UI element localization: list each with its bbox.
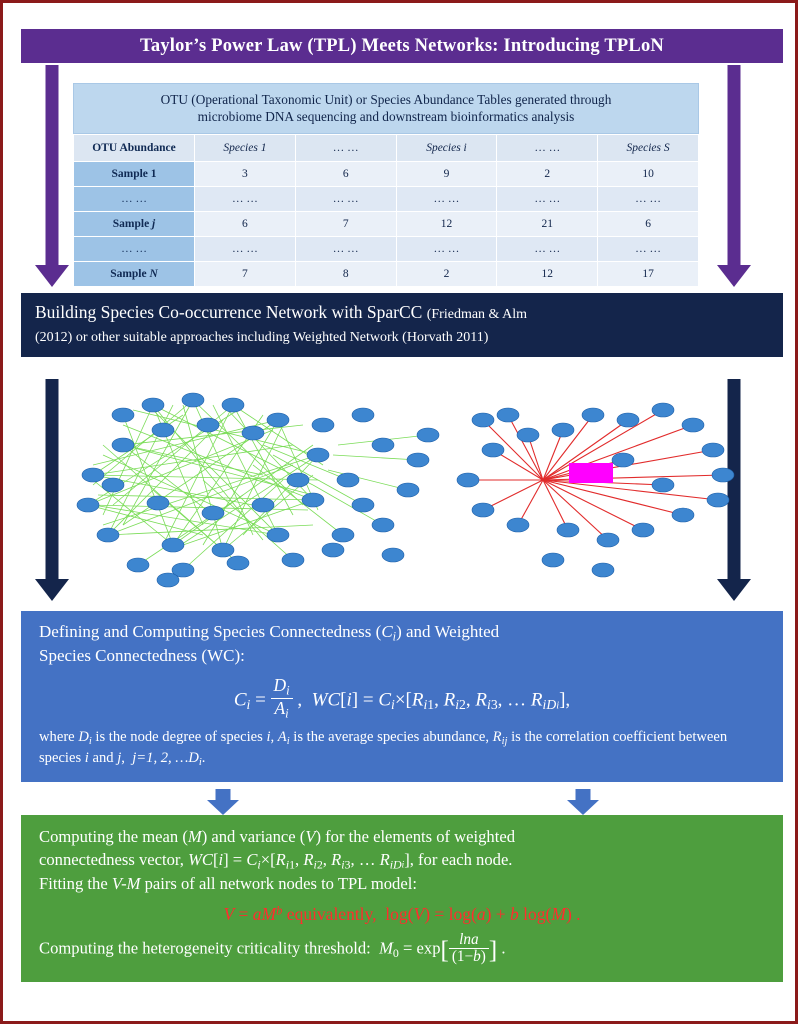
table-cell: … … bbox=[195, 187, 296, 212]
table-cell: … … bbox=[396, 187, 497, 212]
table-header-row bbox=[74, 135, 699, 162]
table-cell: 7 bbox=[195, 262, 296, 287]
cooccurrence-network-figure bbox=[63, 385, 743, 595]
sparcc-citation-1: (Friedman & Alm bbox=[426, 307, 528, 322]
column-header-0: OTU Abundance bbox=[74, 135, 195, 162]
column-header-2: … … bbox=[295, 135, 396, 162]
table-cell: 21 bbox=[497, 212, 598, 237]
table-row bbox=[74, 162, 699, 187]
row-label: … … bbox=[74, 237, 195, 262]
table-cell: 10 bbox=[598, 162, 699, 187]
table-cell: … … bbox=[497, 187, 598, 212]
table-cell: 7 bbox=[295, 212, 396, 237]
blue-heading-line-1: Defining and Computing Species Connectedness $(C_i)$ and Weighted bbox=[39, 622, 500, 644]
otu-caption-line-2: microbiome DNA sequencing and downstream bioinformatics analysis bbox=[197, 109, 575, 125]
table-row bbox=[74, 187, 699, 212]
network-nodes bbox=[77, 393, 734, 587]
sparcc-banner bbox=[21, 293, 783, 357]
otu-table-block bbox=[73, 83, 699, 287]
green-line-2: connectedness vector, $WC[i] = C_i\times[R_{i1}$, $R_{i2}$, $R_{i3}$, … $R_{iDi}$], for each node. bbox=[39, 849, 513, 872]
table-cell: 3 bbox=[195, 162, 296, 187]
network-green-edges bbox=[88, 400, 428, 570]
table-row bbox=[74, 262, 699, 287]
sparcc-main-text: Building Species Co-occurrence Network with SparCC bbox=[35, 302, 423, 322]
otu-caption-line-1: OTU (Operational Taxonomic Unit) or Species Abundance Tables generated through bbox=[160, 92, 612, 107]
otu-caption bbox=[73, 83, 699, 134]
table-cell: … … bbox=[195, 237, 296, 262]
table-cell: 6 bbox=[598, 212, 699, 237]
green-line-4: Computing the heterogeneity criticality threshold: $M_0 = \exp$[ $\frac{\ln a}{(1-b)}$ ] . bbox=[39, 930, 506, 965]
table-cell: 12 bbox=[497, 262, 598, 287]
table-cell: 6 bbox=[295, 162, 396, 187]
tpl-equation: $V = aM^b$ equivalently, log(V) = log(a) + b log(M) . bbox=[223, 902, 581, 924]
table-cell: … … bbox=[497, 237, 598, 262]
page-title: Taylor’s Power Law (TPL) Meets Networks: Introducing TPLoN bbox=[21, 29, 783, 63]
connectedness-note: where $D_i$ is the node degree of species i, $A_i$ is the average species abundance, $R_{ij}$ is the correlation coefficient between species i and j, j=1, 2, $\dots D_i$. bbox=[39, 729, 728, 769]
green-line-1: Computing the mean (M) and variance (V) for the elements of weighted bbox=[39, 827, 515, 846]
tpl-computation-box bbox=[21, 815, 783, 982]
connectedness-formula: $C_i$ = $\frac{D_i}{A_i}$ , $WC[i] = C_i\times[R_{i1}$, $R_{i2}$, $R_{i3}$, … $R_{iDi}$], bbox=[233, 675, 571, 721]
green-line-3: Fitting the V-M pairs of all network nodes to TPL model: bbox=[39, 873, 417, 893]
table-cell: … … bbox=[295, 237, 396, 262]
arrow-blue-to-green-right bbox=[563, 789, 603, 815]
table-cell: … … bbox=[295, 187, 396, 212]
table-cell: 2 bbox=[396, 262, 497, 287]
arrow-title-to-sparcc-left bbox=[35, 65, 69, 287]
row-label: … … bbox=[74, 187, 195, 212]
table-cell: 17 bbox=[598, 262, 699, 287]
row-label: Sample j bbox=[74, 212, 195, 237]
row-label: Sample N bbox=[74, 262, 195, 287]
otu-table bbox=[73, 134, 699, 287]
table-row bbox=[74, 212, 699, 237]
table-cell: 9 bbox=[396, 162, 497, 187]
network-graph bbox=[63, 385, 743, 595]
blue-heading-line-2: Species Connectedness (WC): bbox=[39, 645, 245, 665]
row-label: Sample 1 bbox=[74, 162, 195, 187]
column-header-1: Species 1 bbox=[195, 135, 296, 162]
column-header-4: … … bbox=[497, 135, 598, 162]
sparcc-citation-2: (2012) or other suitable approaches including Weighted Network (Horvath 2011) bbox=[35, 330, 489, 346]
table-cell: … … bbox=[598, 187, 699, 212]
table-cell: 12 bbox=[396, 212, 497, 237]
table-cell: … … bbox=[598, 237, 699, 262]
table-cell: 2 bbox=[497, 162, 598, 187]
network-hub-node bbox=[569, 463, 613, 483]
table-cell: … … bbox=[396, 237, 497, 262]
column-header-5: Species S bbox=[598, 135, 699, 162]
table-cell: 8 bbox=[295, 262, 396, 287]
arrow-blue-to-green-left bbox=[203, 789, 243, 815]
table-row bbox=[74, 237, 699, 262]
column-header-3: Species i bbox=[396, 135, 497, 162]
connectedness-definition-box bbox=[21, 611, 783, 782]
arrow-title-to-sparcc-right bbox=[717, 65, 751, 287]
table-cell: 6 bbox=[195, 212, 296, 237]
